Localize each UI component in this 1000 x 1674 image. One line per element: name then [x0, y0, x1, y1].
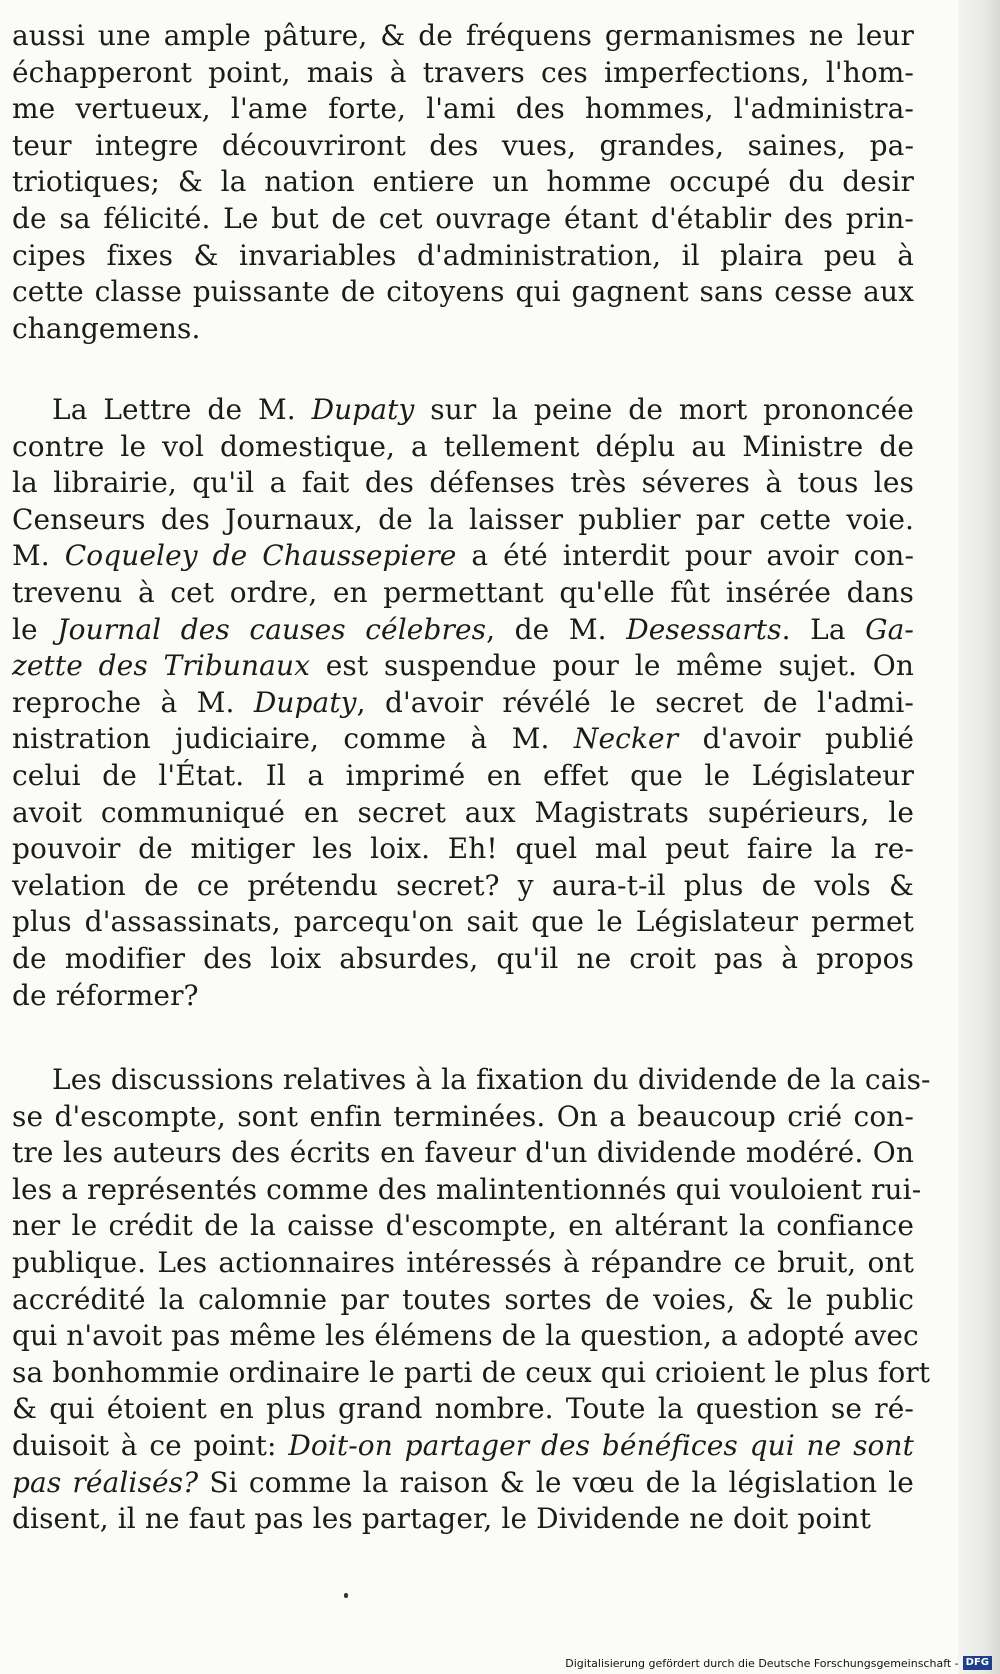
italic-segment: zette des Tribunaux — [12, 649, 310, 683]
paragraph-3 — [12, 1062, 931, 1538]
text-segment: Censeurs des Journaux, de la laisser publier par cette voie. — [12, 502, 914, 536]
text-line — [12, 465, 914, 502]
text-line — [12, 758, 914, 795]
text-segment: avoit communiqué en secret aux Magistrats supérieurs, le — [12, 795, 914, 829]
text-segment: triotiques; & la nation entiere un homme occupé du desir — [12, 165, 914, 199]
italic-segment: Journal des causes célebres — [57, 612, 487, 646]
text-line — [12, 311, 914, 348]
dfg-logo: DFG — [963, 1656, 992, 1670]
text-segment: de réformer? — [12, 978, 199, 1012]
text-line — [12, 685, 914, 722]
text-segment: qui n'avoit pas même les élémens de la question, a adopté avec — [12, 1319, 919, 1353]
text-line — [12, 128, 914, 165]
italic-segment: Dupaty — [311, 393, 415, 426]
text-segment: ner le crédit de la caisse d'escompte, en altérant la confiance — [12, 1209, 914, 1243]
text-line — [12, 392, 914, 429]
text-line — [12, 1465, 914, 1502]
text-line — [12, 978, 914, 1015]
text-segment: de sa félicité. Le but de cet ouvrage étant d'établir des prin- — [12, 201, 914, 235]
text-segment: , de M. — [486, 612, 627, 646]
text-line — [12, 612, 914, 649]
text-line — [12, 164, 914, 201]
text-line — [12, 1428, 914, 1465]
text-segment: la librairie, qu'il a fait des défenses très séveres à tous les — [12, 466, 914, 500]
text-segment: M. — [12, 539, 65, 573]
text-line — [12, 1391, 914, 1428]
text-segment: Les discussions relatives à la fixation du dividende de la cais- — [52, 1063, 931, 1096]
text-segment: me vertueux, l'ame forte, l'ami des hommes, l'administra- — [12, 92, 914, 126]
text-line — [12, 55, 914, 92]
text-segment: plus d'assassinats, parcequ'on sait que le Législateur permet — [12, 905, 914, 939]
text-segment: changemens. — [12, 311, 201, 345]
text-segment: , d'avoir révélé le secret de l'admi- — [356, 685, 914, 719]
text-line — [12, 941, 914, 978]
text-segment: les a représentés comme des malintentionnés qui vouloient rui- — [12, 1172, 922, 1206]
italic-segment: Necker — [573, 722, 679, 756]
text-line — [12, 274, 914, 311]
text-segment: reproche à M. — [12, 685, 254, 719]
italic-segment: pas réalisés? — [12, 1465, 199, 1499]
text-segment: & qui étoient en plus grand nombre. Toute la question se ré- — [12, 1392, 914, 1426]
text-line — [12, 868, 914, 905]
text-line — [12, 575, 914, 612]
text-segment: sa bonhommie ordinaire le parti de ceux qui crioient le plus fort — [12, 1355, 931, 1389]
text-segment: celui de l'État. Il a imprimé en effet que le Législateur — [12, 758, 914, 792]
text-segment: publique. Les actionnaires intéressés à répandre ce bruit, ont — [12, 1245, 914, 1279]
text-segment: accrédité la calomnie par toutes sortes de voies, & le public — [12, 1282, 914, 1316]
text-line — [12, 1062, 931, 1099]
text-segment: Si comme la raison & le vœu de la législation le — [198, 1465, 914, 1499]
text-line — [12, 831, 914, 868]
text-segment: d'avoir publié — [678, 722, 914, 756]
text-segment: teur integre découvriront des vues, grandes, saines, pa- — [12, 128, 914, 162]
text-segment: tre les auteurs des écrits en faveur d'un dividende modéré. On — [12, 1136, 914, 1170]
text-segment: velation de ce prétendu secret? y aura-t-il plus de vols & — [12, 868, 914, 902]
text-segment: de modifier des loix absurdes, qu'il ne croit pas à propos — [12, 941, 914, 975]
text-segment: cipes fixes & invariables d'administration, il plaira peu à — [12, 238, 914, 272]
text-segment: duisoit à ce point: — [12, 1428, 289, 1462]
text-segment: disent, il ne faut pas les partager, le Dividende ne doit point — [12, 1502, 871, 1536]
italic-segment: Ga- — [865, 612, 914, 646]
italic-segment: Desessarts — [626, 612, 782, 646]
text-line — [12, 648, 914, 685]
text-line — [12, 429, 914, 466]
text-segment: sur la peine de mort prononcée — [414, 393, 914, 426]
text-segment: nistration judiciaire, comme à M. — [12, 722, 574, 756]
text-segment: est suspendue pour le même sujet. On — [309, 649, 914, 683]
text-segment: a été interdit pour avoir con- — [456, 539, 915, 573]
text-line — [12, 1318, 919, 1355]
text-line — [12, 538, 914, 575]
text-line — [12, 91, 914, 128]
text-segment: . La — [781, 612, 866, 646]
text-line — [12, 904, 914, 941]
text-segment: aussi une ample pâture, & de fréquens germanismes ne leur — [12, 19, 914, 52]
text-segment: échapperont point, mais à travers ces imperfections, l'hom- — [12, 55, 914, 89]
text-line — [12, 502, 914, 539]
footer-credit-text: Digitalisierung gefördert durch die Deutsche Forschungsgemeinschaft - — [565, 1656, 959, 1670]
digitization-footer — [565, 1656, 992, 1670]
text-segment: trevenu à cet ordre, en permettant qu'elle fût insérée dans — [12, 575, 914, 609]
text-segment: contre le vol domestique, a tellement déplu au Ministre de — [12, 429, 914, 463]
page-edge-shadow — [958, 0, 1000, 1674]
text-line — [12, 1135, 914, 1172]
text-line — [12, 238, 914, 275]
text-segment: cette classe puissante de citoyens qui gagnent sans cesse aux — [12, 275, 914, 309]
text-segment: La Lettre de M. — [52, 393, 312, 426]
text-line — [12, 201, 914, 238]
text-line — [12, 1172, 922, 1209]
italic-segment: Dupaty — [253, 685, 357, 719]
text-line — [12, 1355, 931, 1392]
italic-segment: Doit-on partager des bénéfices qui ne sont — [288, 1428, 914, 1462]
italic-segment: Coqueley de Chaussepiere — [64, 539, 457, 573]
text-segment: se d'escompte, sont enfin terminées. On a beaucoup crié con- — [12, 1099, 914, 1133]
text-line — [12, 1282, 914, 1319]
text-line — [12, 1501, 914, 1538]
text-segment: le — [12, 612, 58, 646]
text-line — [12, 721, 914, 758]
text-line — [12, 18, 914, 55]
paragraph-1 — [12, 18, 914, 347]
text-segment: pouvoir de mitiger les loix. Eh! quel mal peut faire la re- — [12, 832, 914, 866]
text-line — [12, 1208, 914, 1245]
paragraph-2 — [12, 392, 914, 1014]
text-line — [12, 1099, 914, 1136]
text-line — [12, 795, 914, 832]
ink-speck — [344, 1593, 348, 1598]
text-line — [12, 1245, 914, 1282]
